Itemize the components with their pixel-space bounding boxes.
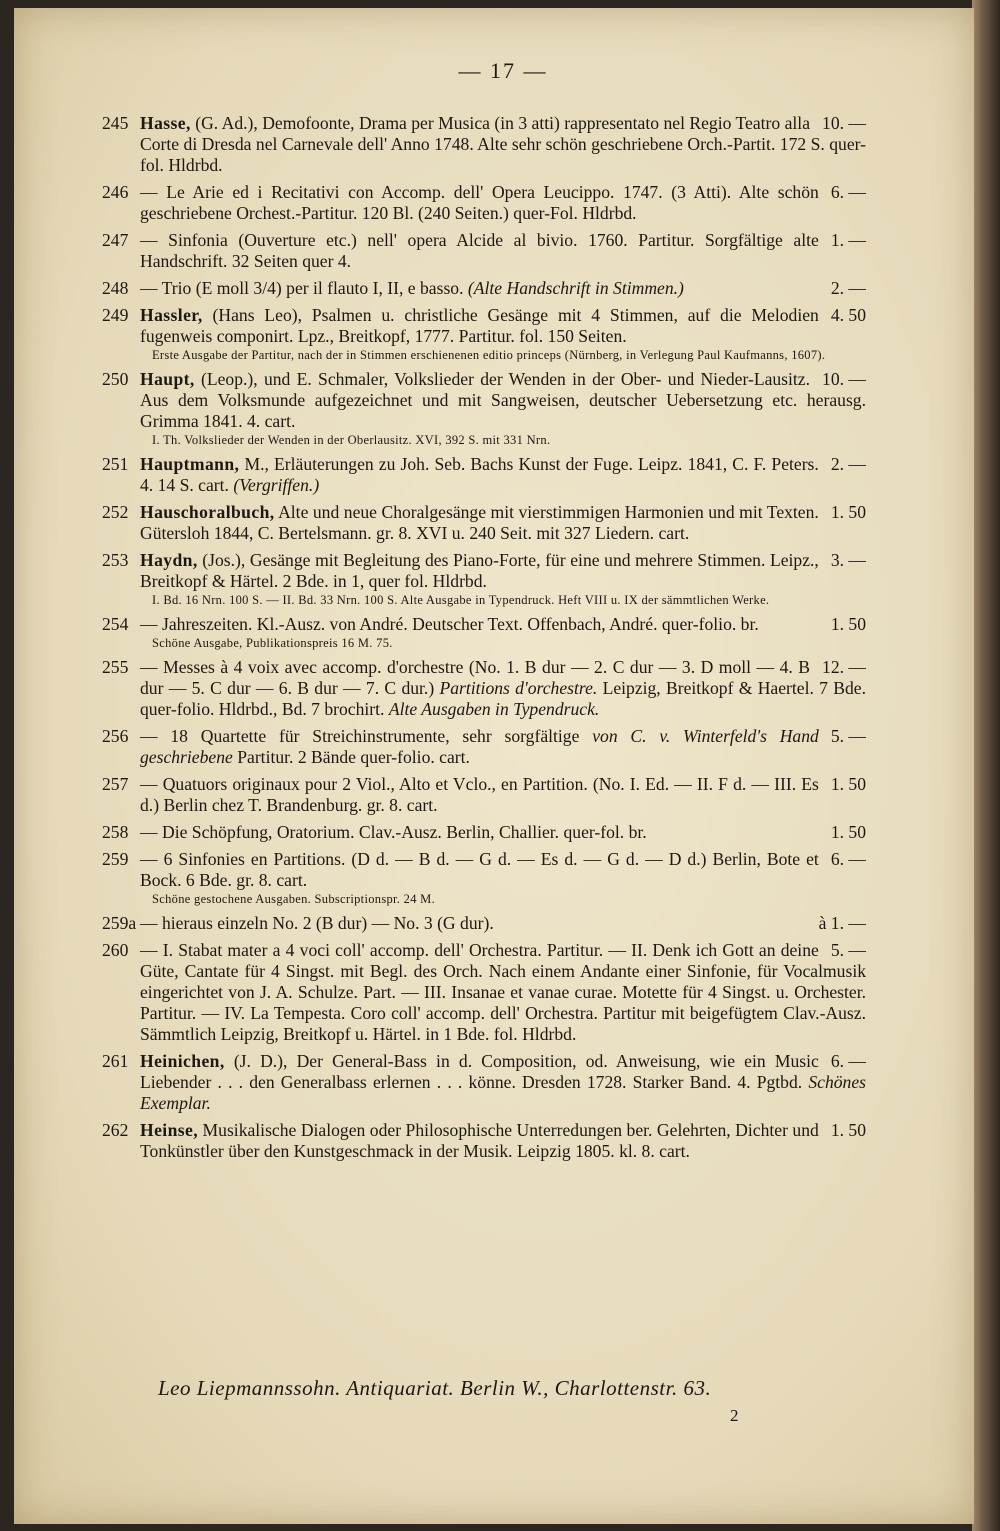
entry-price: 6. — (830, 1051, 866, 1071)
entry-name: Hassler, (140, 305, 203, 325)
catalog-entry (102, 849, 866, 907)
entry-price: 6. — (830, 849, 866, 869)
entry-number: 254 (102, 614, 129, 634)
entry-name: Hasse, (140, 113, 191, 133)
entry-text (140, 913, 866, 934)
page-edge (972, 0, 1000, 1531)
entry-italic-cont: Alte Ausgaben in Typendruck. (388, 699, 600, 719)
entry-number: 256 (102, 726, 129, 746)
catalog-entry (102, 305, 866, 363)
entry-price: 2. — (830, 278, 866, 298)
entry-text (140, 230, 866, 272)
entry-description-cont: Leipzig, Breitkopf & Haertel. 7 Bde. quer-folio. Hldrbd., Bd. 7 brochirt. (140, 678, 866, 719)
entry-description: (Leop.), und E. Schmaler, Volkslieder der Wenden in der Ober- und Nieder-Lausitz. Aus dem Volksmunde aufgezeichnet und mit Sangweisen, deutscher Uebersetzung etc. herausg. Grimma 1841. 4. cart. (140, 369, 866, 431)
entry-number: 259 (102, 849, 129, 869)
entry-number: 246 (102, 182, 129, 202)
catalog-entry (102, 230, 866, 272)
entry-text (140, 550, 866, 592)
entry-number: 262 (102, 1120, 129, 1140)
entry-text (140, 182, 866, 224)
entry-price: 3. — (830, 550, 866, 570)
catalog-entry (102, 113, 866, 176)
entry-description: — 6 Sinfonies en Partitions. (D d. — B d. — G d. — Es d. — G d. — D d.) Berlin, Bote et Bock. 6 Bde. gr. 8. cart. (140, 849, 819, 890)
catalog-entry (102, 454, 866, 496)
catalog-entry (102, 502, 866, 544)
entry-price: 1. 50 (830, 774, 866, 794)
entry-note: I. Th. Volkslieder der Wenden in der Oberlausitz. XVI, 392 S. mit 331 Nrn. (152, 433, 551, 447)
entry-name: Hauschoralbuch, (140, 502, 275, 522)
entry-description: — Quatuors originaux pour 2 Viol., Alto et Vclo., en Partition. (No. I. Ed. — II. F d. — III. Es d.) Berlin chez T. Brandenburg. gr. 8. cart. (140, 774, 819, 815)
catalog-entry (102, 550, 866, 608)
entry-price: 1. 50 (830, 822, 866, 842)
entry-text (140, 849, 866, 891)
entry-price: 6. — (830, 182, 866, 202)
entry-note: Schöne Ausgabe, Publikationspreis 16 M. 75. (152, 636, 393, 650)
entry-price: 5. — (830, 940, 866, 960)
entry-description: — Le Arie ed i Recitativi con Accomp. dell' Opera Leucippo. 1747. (3 Atti). Alte schön geschriebene Orchest.-Partitur. 120 Bl. (240 Seiten.) quer-Fol. Hldrbd. (140, 182, 819, 223)
entry-price: 2. — (830, 454, 866, 474)
entry-name: Haupt, (140, 369, 195, 389)
entry-description: — hieraus einzeln No. 2 (B dur) — No. 3 (G dur). (140, 913, 494, 933)
entry-description: (G. Ad.), Demofoonte, Drama per Musica (in 3 atti) rappresentato nel Regio Teatro alla Corte di Dresda nel Carnevale dell' Anno 1748. Alte sehr schön geschriebene Orch.-Partit. 172 S. quer-fol. Hldrbd. (140, 113, 866, 175)
entry-description: — 18 Quartette für Streichinstrumente, sehr sorgfältige (140, 726, 580, 746)
entry-note: Schöne gestochene Ausgaben. Subscriptionspr. 24 M. (152, 892, 436, 906)
entry-text (140, 278, 866, 299)
entry-name: Haydn, (140, 550, 198, 570)
entry-name: Hauptmann, (140, 454, 240, 474)
entry-number: 257 (102, 774, 129, 794)
entry-number: 261 (102, 1051, 129, 1071)
entry-number: 252 (102, 502, 129, 522)
entry-text (140, 369, 866, 432)
catalog-entry (102, 774, 866, 816)
entry-description-cont: Partitur. 2 Bände quer-folio. cart. (232, 747, 470, 767)
entry-text (140, 1051, 866, 1114)
entry-text (140, 657, 866, 720)
catalog-entry (102, 657, 866, 720)
entry-price: 10. — (822, 369, 866, 389)
entry-description: — Trio (E moll 3/4) per il flauto I, II, e basso. (140, 278, 464, 298)
entry-description: (J. D.), Der General-Bass in d. Composition, od. Anweisung, wie ein Music Liebender . . . den Generalbass erlernen . . . könne. Dresden 1728. Starker Band. 4. Pgtbd. (140, 1051, 819, 1092)
catalog-entry (102, 1051, 866, 1114)
entry-number: 248 (102, 278, 129, 298)
entry-text (140, 822, 866, 843)
entry-number: 245 (102, 113, 129, 133)
entry-price: 12. — (822, 657, 866, 677)
entry-list (102, 113, 866, 1162)
catalog-entry (102, 614, 866, 651)
entry-price: à 1. — (818, 913, 866, 933)
entry-italic: (Alte Handschrift in Stimmen.) (467, 278, 684, 298)
entry-name: Heinse, (140, 1120, 199, 1140)
page-number: — 17 — (458, 58, 548, 83)
entry-note: Erste Ausgabe der Partitur, nach der in Stimmen erschienenen editio princeps (Nürnberg, in Verlegung Paul Kaufmanns, 1607). (152, 348, 826, 362)
entry-description: — Jahreszeiten. Kl.-Ausz. von André. Deutscher Text. Offenbach, André. quer-folio. br. (140, 614, 759, 634)
entry-text (140, 726, 866, 768)
catalog-content (102, 58, 866, 1168)
entry-price: 5. — (830, 726, 866, 746)
entry-text (140, 454, 866, 496)
entry-description: Alte und neue Choralgesänge mit vierstimmigen Harmonien und mit Texten. Gütersloh 1844, C. Bertelsmann. gr. 8. XVI u. 240 Seit. mit 327 Liedern. cart. (140, 502, 819, 543)
entry-number: 259a (102, 913, 137, 933)
entry-number: 249 (102, 305, 129, 325)
catalog-entry (102, 278, 866, 299)
entry-text (140, 1120, 866, 1162)
catalog-entry (102, 940, 866, 1045)
entry-description: — Die Schöpfung, Oratorium. Clav.-Ausz. Berlin, Challier. quer-fol. br. (140, 822, 647, 842)
entry-price: 1. 50 (830, 1120, 866, 1140)
entry-italic: Schönes Exemplar. (140, 1072, 866, 1113)
entry-price: 1. 50 (830, 502, 866, 522)
entry-text (140, 113, 866, 176)
catalog-entry (102, 182, 866, 224)
entry-description: (Hans Leo), Psalmen u. christliche Gesänge mit 4 Stimmen, auf die Melodien fugenweis componirt. Lpz., Breitkopf, 1777. Partitur. fol. 150 Seiten. (140, 305, 819, 346)
entry-description: (Jos.), Gesänge mit Begleitung des Piano-Forte, für eine und mehrere Stimmen. Leipz., Breitkopf & Härtel. 2 Bde. in 1, quer fol. Hldrbd. (140, 550, 819, 591)
entry-number: 250 (102, 369, 129, 389)
catalog-entry (102, 369, 866, 448)
entry-italic: Partitions d'orchestre. (439, 678, 598, 698)
entry-price: 1. 50 (830, 614, 866, 634)
catalog-entry (102, 913, 866, 934)
catalog-entry (102, 1120, 866, 1162)
entry-price: 1. — (830, 230, 866, 250)
entry-text (140, 940, 866, 1045)
entry-description: — I. Stabat mater a 4 voci coll' accomp. dell' Orchestra. Partitur. — II. Denk ich Gott an deine Güte, Cantate für 4 Singst. mit Begl. des Orch. Nach einem Andante einer Sinfonie, für Vocalmusik eingerichtet von J. A. Schulze. Part. — III. Insanae et vanae curae. Motette für 4 Singst. u. Orchester. Partitur. — IV. La Tempesta. Coro coll' accomp. dell' Orchestra. Partitur mit beigefügtem Clav.-Ausz. Sämmtlich Leipzig, Breitkopf u. Härtel. in 1 Bde. fol. Hldrbd. (140, 940, 866, 1044)
entry-number: 251 (102, 454, 129, 474)
entry-number: 253 (102, 550, 129, 570)
entry-italic: (Vergriffen.) (233, 475, 320, 495)
catalog-entry (102, 726, 866, 768)
entry-price: 10. — (822, 113, 866, 133)
signature-mark: 2 (730, 1406, 739, 1425)
entry-number: 255 (102, 657, 129, 677)
entry-number: 247 (102, 230, 129, 250)
entry-description: — Messes à 4 voix avec accomp. d'orchestre (No. 1. B dur — 2. C dur — 3. D moll — 4. B dur — 5. C dur — 6. B dur — 7. C dur.) (140, 657, 811, 698)
entry-description: — Sinfonia (Ouverture etc.) nell' opera Alcide al bivio. 1760. Partitur. Sorgfältige alte Handschrift. 32 Seiten quer 4. (140, 230, 819, 271)
entry-note: I. Bd. 16 Nrn. 100 S. — II. Bd. 33 Nrn. 100 S. Alte Ausgabe in Typendruck. Heft VIII u. IX der sämmtlichen Werke. (152, 593, 770, 607)
catalog-entry (102, 822, 866, 843)
entry-description: Musikalische Dialogen oder Philosophische Unterredungen ber. Gelehrten, Dichter und Tonkünstler über den Kunstgeschmack in der Musik. Leipzig 1805. kl. 8. cart. (140, 1120, 819, 1161)
entry-number: 260 (102, 940, 129, 960)
entry-description: M., Erläuterungen zu Joh. Seb. Bachs Kunst der Fuge. Leipz. 1841, C. F. Peters. 4. 14 S. cart. (140, 454, 819, 495)
entry-text (140, 774, 866, 816)
entry-text (140, 502, 866, 544)
entry-italic: von C. v. Winterfeld's Hand geschriebene (140, 726, 819, 767)
entry-text (140, 614, 866, 635)
entry-price: 4. 50 (830, 305, 866, 325)
entry-text (140, 305, 866, 347)
publisher-footer: Leo Liepmannssohn. Antiquariat. Berlin W., Charlottenstr. 63. (158, 1376, 712, 1400)
entry-number: 258 (102, 822, 129, 842)
entry-name: Heinichen, (140, 1051, 225, 1071)
